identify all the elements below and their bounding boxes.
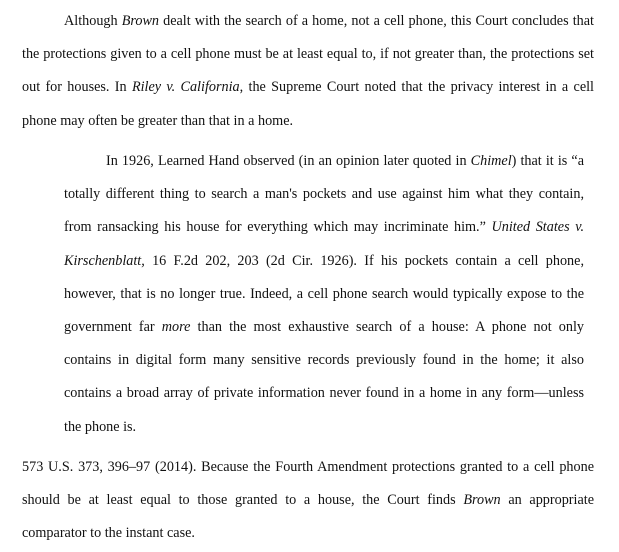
paragraph-opinion-intro — [22, 5, 594, 138]
text-run: dealt with the search of a home, not a cell phone, this Court concludes that the protections given to a cell phone must be at least equal to, if not greater than, the protections set out for houses. In — [22, 13, 594, 96]
block-quote — [64, 145, 584, 444]
case-name-brown: Brown — [121, 13, 160, 29]
text-run: In 1926, Learned Hand observed (in an opinion later quoted in — [106, 153, 471, 169]
text-run: an appropriate comparator to the instant case. — [22, 492, 595, 542]
paragraph-conclusion — [22, 451, 594, 551]
emphasis-more: more — [161, 319, 191, 336]
case-name-riley: Riley v. California — [131, 79, 240, 96]
text-run: ) that it is “a totally different thing to search a man's pockets and use against him what they contain, from ransacking his house for everything which may incriminate him.” — [64, 153, 584, 236]
case-name-chimel: Chimel — [470, 153, 512, 169]
text-run: than the most exhaustive search of a house: A phone not only contains in digital form many sensitive records previously found in the home; it also contains a broad array of private information never found in a home in any form—unless the phone is. — [64, 319, 584, 435]
case-name-brown: Brown — [463, 492, 501, 509]
case-name-kirschenblatt: United States v. Kirschenblatt, — [64, 219, 584, 269]
text-run: , the Supreme Court noted that the privacy interest in a cell phone may often be greater than that in a home. — [22, 79, 594, 129]
text-run: Although — [64, 13, 122, 29]
text-run: 16 F.2d 202, 203 (2d Cir. 1926). If his pockets contain a cell phone, however, that is no longer true. Indeed, a cell phone search would typically expose to the government far — [64, 252, 584, 336]
citation-text: 573 U.S. 373, 396–97 (2014). Because the Fourth Amendment protections granted to a cell phone should be at least equal to those granted to a house, the Court finds — [22, 459, 594, 509]
